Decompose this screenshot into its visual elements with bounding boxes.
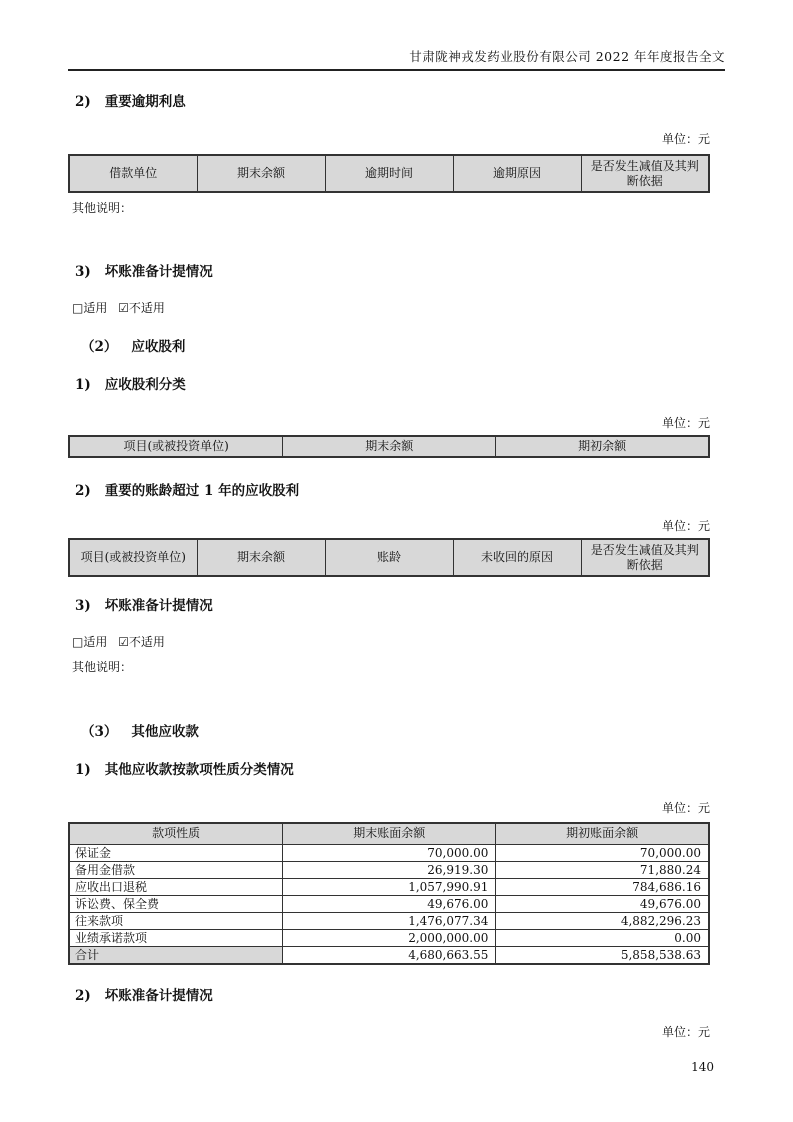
heading-text: 坏账准备计提情况 <box>104 598 213 614</box>
total-row-label: 合计 <box>69 946 283 964</box>
table-header-row <box>69 155 709 192</box>
checkbox-applicable-unchecked: □适用 <box>72 301 108 315</box>
section-heading-other-receivables-by-nature <box>68 762 793 778</box>
column-header-borrower: 借款单位 <box>69 155 197 192</box>
heading-number: 2) <box>75 987 91 1004</box>
section-heading-dividends-over-one-year <box>68 483 793 499</box>
column-header-aging: 账龄 <box>325 539 453 576</box>
unit-label: 单位：元 <box>661 416 710 430</box>
heading-text: 应收股利分类 <box>104 377 186 393</box>
column-header-nature: 款项性质 <box>69 823 283 844</box>
report-header-title: 甘肃陇神戎发药业股份有限公司 2022 年年度报告全文 <box>409 49 725 64</box>
dividends-over-one-year-table <box>68 538 710 577</box>
ending-balance-value: 70,000.00 <box>283 844 496 861</box>
column-header-ending-balance: 期末余额 <box>283 436 496 457</box>
table-total-row <box>69 946 709 964</box>
unit-label: 单位：元 <box>661 132 710 146</box>
heading-text: 坏账准备计提情况 <box>104 264 213 280</box>
heading-number: （2） <box>81 339 118 355</box>
row-label: 往来款项 <box>69 912 283 929</box>
section-heading-bad-debt-provision-2 <box>68 598 793 614</box>
row-label: 备用金借款 <box>69 861 283 878</box>
section-heading-overdue-interest <box>68 94 793 110</box>
table-row <box>69 912 709 929</box>
column-header-ending-book-balance: 期末账面余额 <box>283 823 496 844</box>
heading-number: （3） <box>81 724 118 740</box>
other-receivables-by-nature-table <box>68 822 710 965</box>
column-header-ending-balance: 期末余额 <box>197 155 325 192</box>
overdue-interest-table <box>68 154 710 193</box>
column-header-impairment: 是否发生减值及其判断依据 <box>581 155 709 192</box>
heading-number: 3) <box>75 264 91 280</box>
row-label: 保证金 <box>69 844 283 861</box>
row-label: 诉讼费、保全费 <box>69 895 283 912</box>
table-row <box>69 861 709 878</box>
total-ending-balance-value: 4,680,663.55 <box>283 946 496 964</box>
table-header-row <box>69 823 709 844</box>
column-header-impairment: 是否发生减值及其判断依据 <box>581 539 709 576</box>
section-heading-dividends-classification <box>68 377 793 393</box>
checkbox-not-applicable-checked: ☑不适用 <box>118 635 165 649</box>
unit-label: 单位：元 <box>661 801 710 815</box>
table-row <box>69 895 709 912</box>
heading-text: 应收股利 <box>131 339 186 355</box>
row-label: 应收出口退税 <box>69 878 283 895</box>
ending-balance-value: 49,676.00 <box>283 895 496 912</box>
column-header-item: 项目(或被投资单位) <box>69 539 197 576</box>
heading-number: 2) <box>75 94 91 110</box>
beginning-balance-value: 70,000.00 <box>496 844 709 861</box>
other-notes-label: 其他说明： <box>72 660 133 674</box>
page-number: 140 <box>691 1059 714 1074</box>
total-beginning-balance-value: 5,858,538.63 <box>496 946 709 964</box>
unit-label: 单位：元 <box>661 1024 710 1039</box>
column-header-overdue-reason: 逾期原因 <box>453 155 581 192</box>
column-header-ending-balance: 期末余额 <box>197 539 325 576</box>
checkbox-applicable-unchecked: □适用 <box>72 635 108 649</box>
heading-number: 1) <box>75 762 91 778</box>
other-notes-label: 其他说明： <box>72 201 133 215</box>
heading-number: 1) <box>75 377 91 393</box>
beginning-balance-value: 71,880.24 <box>496 861 709 878</box>
beginning-balance-value: 784,686.16 <box>496 878 709 895</box>
ending-balance-value: 26,919.30 <box>283 861 496 878</box>
beginning-balance-value: 4,882,296.23 <box>496 912 709 929</box>
heading-number: 2) <box>75 483 91 499</box>
table-row <box>69 878 709 895</box>
section-heading-other-receivables <box>68 724 793 740</box>
section-heading-bad-debt-provision-3 <box>68 988 793 1004</box>
report-header <box>68 0 725 71</box>
checkbox-not-applicable-checked: ☑不适用 <box>118 301 165 315</box>
column-header-beginning-balance: 期初余额 <box>496 436 709 457</box>
table-row <box>69 844 709 861</box>
beginning-balance-value: 0.00 <box>496 929 709 946</box>
heading-text: 重要逾期利息 <box>104 94 186 110</box>
column-header-beginning-book-balance: 期初账面余额 <box>496 823 709 844</box>
heading-text: 坏账准备计提情况 <box>104 987 213 1004</box>
column-header-overdue-time: 逾期时间 <box>325 155 453 192</box>
unit-label: 单位：元 <box>661 519 710 533</box>
heading-text: 其他应收款按款项性质分类情况 <box>104 762 294 778</box>
column-header-item: 项目(或被投资单位) <box>69 436 283 457</box>
ending-balance-value: 2,000,000.00 <box>283 929 496 946</box>
ending-balance-value: 1,476,077.34 <box>283 912 496 929</box>
ending-balance-value: 1,057,990.91 <box>283 878 496 895</box>
heading-text: 重要的账龄超过 1 年的应收股利 <box>104 483 300 499</box>
section-heading-dividends-receivable <box>68 339 793 355</box>
heading-number: 3) <box>75 598 91 614</box>
table-header-row <box>69 539 709 576</box>
table-row <box>69 929 709 946</box>
heading-text: 其他应收款 <box>131 724 199 740</box>
section-heading-bad-debt-provision-1 <box>68 264 793 280</box>
dividends-classification-table <box>68 435 710 458</box>
beginning-balance-value: 49,676.00 <box>496 895 709 912</box>
applicability-line <box>68 301 793 315</box>
table-header-row <box>69 436 709 457</box>
applicability-line <box>68 635 793 649</box>
column-header-uncollected-reason: 未收回的原因 <box>453 539 581 576</box>
row-label: 业绩承诺款项 <box>69 929 283 946</box>
